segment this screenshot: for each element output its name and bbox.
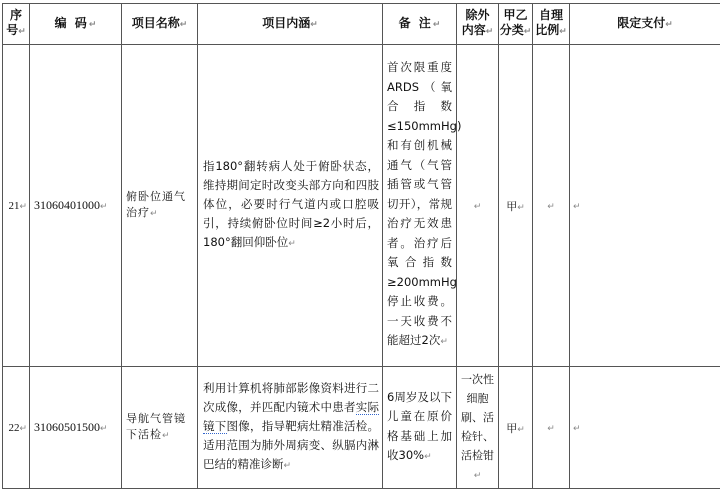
row-notes: 首次限重度ARDS（氧合指数≤150mmHg)和有创机械通气（气管插管或气管切开），常规治疗无效患者。治疗后氧合指数≥200mmHg停止收费。一天收费不能超过2次↵ — [383, 45, 457, 367]
pricing-table — [2, 3, 720, 489]
header-serial-label: 序 号 — [6, 8, 22, 37]
header-category: 甲乙 分类↵ — [499, 4, 533, 45]
row-content-part2: 图像，指导靶病灶精准活检。适用范围为肺外周病变、纵膈内淋巴结的精准诊断 — [203, 419, 379, 471]
row-name-value: 俯卧位通气治疗 — [126, 190, 186, 219]
header-exclusions: 除外 内容↵ — [457, 4, 499, 45]
header-self-ratio: 自理 比例↵ — [533, 4, 570, 45]
header-name-label: 项目名称 — [131, 15, 180, 30]
row-content-part1: 利用计算机将肺部影像资料进行二次成像，并匹配内镜术中患者 — [203, 381, 379, 414]
header-limited-payment: 限定支付↵ — [570, 4, 720, 45]
header-code-label: 编 码 — [54, 15, 89, 30]
row-exclusions-value: 一次性细胞刷、活检针、活检钳 — [461, 372, 494, 462]
header-content-label: 项目内涵 — [262, 15, 311, 30]
row-limited-payment: ↵ — [570, 367, 720, 489]
row-serial: 21↵ — [3, 45, 30, 367]
header-category-label: 甲乙 分类 — [499, 8, 528, 37]
row-self-ratio: ↵ — [533, 367, 570, 489]
header-name: 项目名称↵ — [122, 4, 198, 45]
row-code: 31060501500↵ — [30, 367, 122, 489]
row-exclusions: ↵ — [457, 45, 499, 367]
table-row — [3, 367, 720, 489]
row-category-value: 甲 — [506, 199, 518, 213]
row-name-value: 导航气管镜下活检 — [126, 412, 186, 441]
row-category-value: 甲 — [506, 421, 518, 435]
row-self-ratio: ↵ — [533, 45, 570, 367]
row-content: 利用计算机将肺部影像资料进行二次成像，并匹配内镜术中患者实际镜下图像，指导靶病灶精准活检。适用范围为肺外周病变、纵膈内淋巴结的精准诊断↵ — [198, 367, 383, 489]
row-category: 甲↵ — [499, 45, 533, 367]
header-content: 项目内涵↵ — [198, 4, 383, 45]
header-limited-payment-label: 限定支付 — [617, 15, 666, 30]
row-name: 导航气管镜下活检↵ — [122, 367, 198, 489]
row-serial: 22↵ — [3, 367, 30, 489]
header-code: 编 码↵ — [30, 4, 122, 45]
row-serial-value: 22 — [8, 421, 20, 434]
row-notes: 6周岁及以下儿童在原价格基础上加收30%↵ — [383, 367, 457, 489]
row-content: 指180°翻转病人处于俯卧状态，维持期间定时改变头部方向和四肢体位，必要时行气道内或口腔吸引，持续俯卧位时间≥2小时后，180°翻回仰卧位↵ — [198, 45, 383, 367]
row-exclusions: 一次性细胞刷、活检针、活检钳↵ — [457, 367, 499, 489]
header-exclusions-label: 除外 内容 — [461, 8, 490, 37]
header-notes: 备 注↵ — [383, 4, 457, 45]
table-row — [3, 45, 720, 367]
row-name: 俯卧位通气治疗↵ — [122, 45, 198, 367]
header-self-ratio-label: 自理 比例 — [535, 8, 563, 37]
row-category: 甲↵ — [499, 367, 533, 489]
row-serial-value: 21 — [8, 199, 20, 212]
row-limited-payment: ↵ — [570, 45, 720, 367]
header-serial: 序 号↵ — [3, 4, 30, 45]
row-code: 31060401000↵ — [30, 45, 122, 367]
row-notes-value: 6周岁及以下儿童在原价格基础上加收30% — [387, 389, 452, 462]
header-row — [3, 4, 720, 45]
header-notes-label: 备 注 — [398, 15, 433, 30]
row-notes-value: 首次限重度ARDS（氧合指数≤150mmHg)和有创机械通气（气管插管或气管切开），常规治疗无效患者。治疗后氧合指数≥200mmHg停止收费。一天收费不能超过2次 — [387, 60, 462, 348]
row-content-value: 指180°翻转病人处于俯卧状态，维持期间定时改变头部方向和四肢体位，必要时行气道内或口腔吸引，持续俯卧位时间≥2小时后，180°翻回仰卧位 — [203, 159, 379, 249]
row-code-value: 31060401000 — [34, 198, 100, 212]
row-code-value: 31060501500 — [34, 420, 100, 434]
row-content-dotted: 实际镜下 — [203, 400, 379, 433]
